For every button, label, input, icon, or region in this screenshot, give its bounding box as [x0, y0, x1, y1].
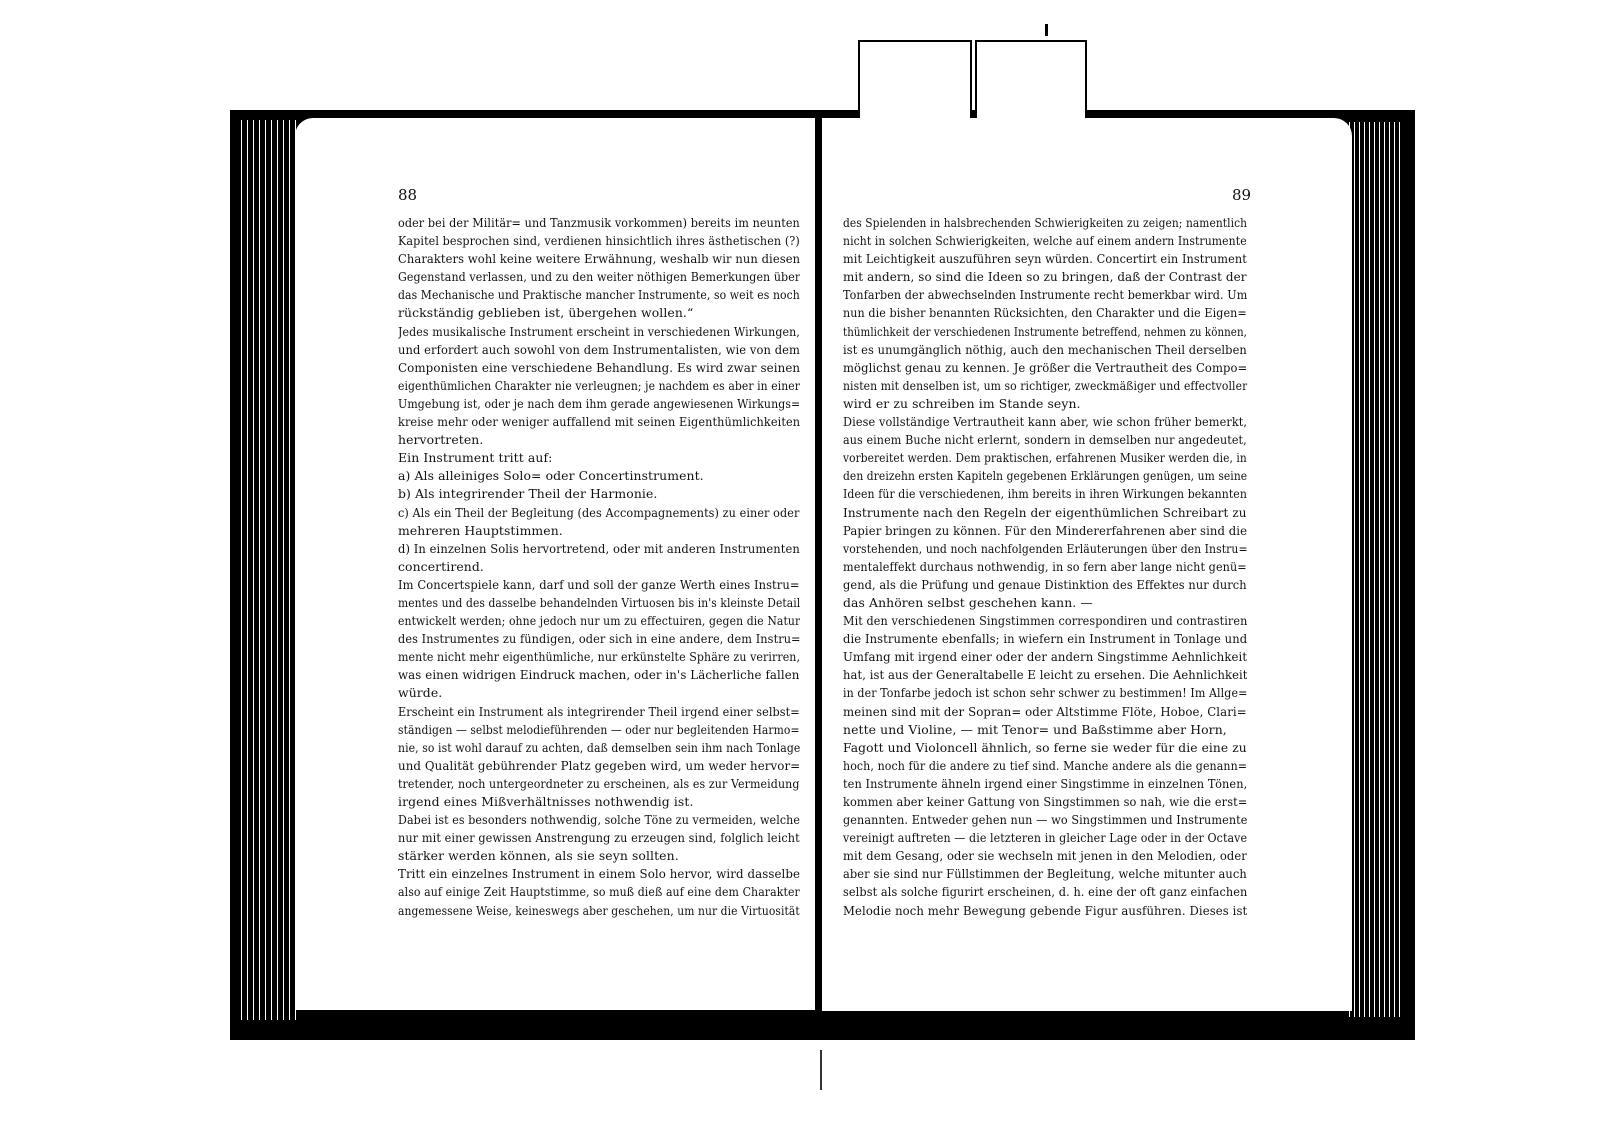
right-page-text [843, 214, 1247, 920]
text-line: Tritt ein einzelnes Instrument in einem Solo hervor, wird dasselbe [398, 866, 800, 882]
page-tab [975, 40, 1087, 120]
text-line: kreise mehr oder weniger auffallend mit seinen Eigenthümlichkeiten [398, 414, 801, 430]
text-line: rückständig geblieben ist, übergehen wollen.“ [398, 305, 694, 321]
text-line: ständigen — selbst melodieführenden — oder nur begleitenden Harmo= [398, 721, 800, 737]
text-line: Componisten eine verschiedene Behandlung. Es wird zwar seinen [398, 359, 801, 375]
text-line: Diese vollständige Vertrautheit kann aber, wie schon früher bemerkt, [843, 414, 1248, 430]
text-line: wird er zu schreiben im Stande seyn. [843, 395, 1081, 411]
right-page-number: 89 [1232, 186, 1252, 204]
text-line: Erscheint ein Instrument als integrirender Theil irgend einer selbst= [398, 703, 800, 719]
text-line: was einen widrigen Eindruck machen, oder in's Lächerliche fallen [398, 667, 800, 683]
text-line: Umgebung ist, oder je nach dem ihm gerade angewiesenen Wirkungs= [398, 395, 801, 411]
text-line: irgend eines Mißverhältnisses nothwendig ist. [398, 794, 694, 809]
left-page-text [398, 214, 800, 920]
text-line: hoch, noch für die andere zu tief sind. Manche andere als die genann= [843, 757, 1248, 773]
text-line: angemessene Weise, keineswegs aber geschehen, um nur die Virtuosität [398, 902, 800, 918]
text-line: Papier bringen zu können. Für den Mindererfahrenen aber sind die [843, 522, 1247, 538]
text-line: Im Concertspiele kann, darf und soll der ganze Werth eines Instru= [398, 576, 800, 592]
text-line: tretender, noch untergeordneter zu erscheinen, als es zur Vermeidung [398, 775, 800, 791]
scan-speck [1045, 24, 1048, 36]
text-line: Mit den verschiedenen Singstimmen correspondiren und contrastiren [843, 613, 1248, 629]
text-line: nisten mit denselben ist, um so richtiger, zweckmäßiger und effectvoller [843, 377, 1248, 393]
text-line: mentaleffekt durchaus nothwendig, in so fern aber lange nicht genü= [843, 558, 1247, 574]
text-line: vorstehenden, und noch nachfolgenden Erläuterungen über den Instru= [843, 540, 1248, 556]
text-line: selbst als solche figurirt erscheinen, d. h. eine der oft ganz einfachen [843, 884, 1248, 900]
text-line: eigenthümlichen Charakter nie verleugnen; je nachdem es aber in einer [398, 377, 800, 393]
text-line: oder bei der Militär= und Tanzmusik vorkommen) bereits im neunten [398, 215, 800, 230]
text-line: des Instrumentes zu fündigen, oder sich in eine andere, dem Instru= [398, 631, 801, 647]
text-line: des Spielenden in halsbrechenden Schwierigkeiten zu zeigen; namentlich [843, 215, 1248, 230]
text-line: stärker werden können, als sie seyn sollten. [398, 848, 679, 864]
text-line: hervortreten. [398, 432, 484, 448]
text-line: d) In einzelnen Solis hervortretend, oder mit anderen Instrumenten [398, 540, 800, 556]
text-line: mentes und des dasselbe behandelnden Virtuosen bis in's kleinste Detail [398, 594, 801, 610]
text-line: nette und Violine, — mit Tenor= und Baßstimme aber Horn, [843, 721, 1227, 737]
text-line: Gegenstand verlassen, und zu den weiter nöthigen Bemerkungen über [398, 269, 800, 285]
text-line: in der Tonfarbe jedoch ist schon sehr schwer zu bestimmen! Im Allge= [843, 685, 1248, 701]
text-line: mit dem Gesang, oder sie wechseln mit jenen in den Melodien, oder [843, 848, 1247, 864]
text-line: ten Instrumente ähneln irgend einer Singstimme in einzelnen Tönen, [843, 775, 1247, 791]
text-line: thümlichkeit der verschiedenen Instrumente betreffend, nehmen zu können, [843, 323, 1247, 339]
text-line: mit Leichtigkeit auszuführen seyn würden. Concertirt ein Instrument [843, 251, 1247, 267]
text-line: Umfang mit irgend einer oder der andern Singstimme Aehnlichkeit [843, 649, 1248, 665]
right-page-edges [1345, 122, 1400, 1017]
text-line: Melodie noch mehr Bewegung gebende Figur ausführen. Dieses ist [843, 902, 1248, 918]
text-line: genannten. Entweder gehen nun — wo Singstimmen und Instrumente [843, 812, 1248, 828]
text-line: Tonfarben der abwechselnden Instrumente recht bemerkbar wird. Um [843, 287, 1248, 303]
text-line: nicht in solchen Schwierigkeiten, welche auf einem andern Instrumente [843, 233, 1247, 249]
text-line: die Instrumente ebenfalls; in wiefern ein Instrument in Tonlage und [843, 631, 1248, 647]
scan-speck [820, 1050, 822, 1090]
text-line: hat, ist aus der Generaltabelle E leicht zu ersehen. Die Aehnlichkeit [843, 667, 1248, 683]
text-line: und Qualität gebührender Platz gegeben wird, um weder hervor= [398, 757, 801, 773]
text-line: Charakters wohl keine weitere Erwähnung, weshalb wir nun diesen [398, 251, 800, 267]
text-line: Instrumente nach den Regeln der eigenthümlichen Schreibart zu [843, 504, 1247, 520]
text-line: aus einem Buche nicht erlernt, sondern in demselben nur angedeutet, [843, 432, 1247, 448]
text-line: entwickelt werden; ohne jedoch nur um zu effectuiren, gegen die Natur [398, 613, 801, 629]
text-line: b) Als integrirender Theil der Harmonie. [398, 486, 658, 502]
text-line: c) Als ein Theil der Begleitung (des Accompagnements) zu einer oder [398, 504, 800, 520]
text-line: ist es unumgänglich nöthig, auch den mechanischen Theil derselben [843, 341, 1247, 357]
text-line: Jedes musikalische Instrument erscheint in verschiedenen Wirkungen, [398, 323, 800, 339]
text-line: mente nicht mehr eigenthümliche, nur erkünstelte Sphäre zu verirren, [398, 649, 800, 665]
text-line: concertirend. [398, 558, 484, 574]
text-line: Fagott und Violoncell ähnlich, so ferne sie weder für die eine zu [843, 739, 1247, 755]
text-line: möglichst genau zu kennen. Je größer die Vertrautheit des Compo= [843, 359, 1247, 375]
text-line: a) Als alleiniges Solo= oder Concertinstrument. [398, 468, 704, 484]
text-line: das Mechanische und Praktische mancher Instrumente, so weit es noch [398, 287, 800, 303]
book-gutter [815, 118, 822, 1018]
text-line: vorbereitet werden. Dem praktischen, erfahrenen Musiker werden die, in [843, 450, 1247, 466]
text-line: nur mit einer gewissen Anstrengung zu erzeugen sind, folglich leicht [398, 830, 800, 846]
text-line: Ideen für die verschiedenen, ihm bereits in ihren Wirkungen bekannten [843, 486, 1247, 502]
text-line: und erfordert auch sowohl von dem Instrumentalisten, wie von dem [398, 341, 800, 357]
text-line: vereinigt auftreten — die letzteren in gleicher Lage oder in der Octave [843, 830, 1248, 846]
text-line: meinen sind mit der Sopran= oder Altstimme Flöte, Hoboe, Clari= [843, 703, 1247, 719]
left-page-edges [238, 120, 300, 1020]
text-line: Dabei ist es besonders nothwendig, solche Töne zu vermeiden, welche [398, 812, 800, 828]
text-line: Ein Instrument tritt auf: [398, 450, 553, 466]
text-line: also auf einige Zeit Hauptstimme, so muß dieß auf eine dem Charakter [398, 884, 800, 900]
text-line: mit andern, so sind die Ideen so zu bringen, daß der Contrast der [843, 269, 1247, 285]
text-line: aber sie sind nur Füllstimmen der Begleitung, welche mitunter auch [843, 866, 1247, 882]
text-line: nun die bisher benannten Rücksichten, den Charakter und die Eigen= [843, 305, 1247, 321]
left-page-number: 88 [398, 186, 418, 204]
text-line: Kapitel besprochen sind, verdienen hinsichtlich ihres ästhetischen (?) [398, 233, 800, 249]
text-line: kommen aber keiner Gattung von Singstimmen so nah, wie die erst= [843, 794, 1247, 809]
text-line: gend, als die Prüfung und genaue Distinktion des Effektes nur durch [843, 576, 1247, 592]
text-line: würde. [398, 685, 443, 701]
text-line: nie, so ist wohl darauf zu achten, daß demselben sein ihm nach Tonlage [398, 739, 801, 755]
text-line: den dreizehn ersten Kapiteln gegebenen Erklärungen genügen, um seine [843, 468, 1247, 484]
page-tab [858, 40, 972, 120]
text-line: mehreren Hauptstimmen. [398, 522, 563, 538]
text-line: das Anhören selbst geschehen kann. — [843, 594, 1093, 610]
